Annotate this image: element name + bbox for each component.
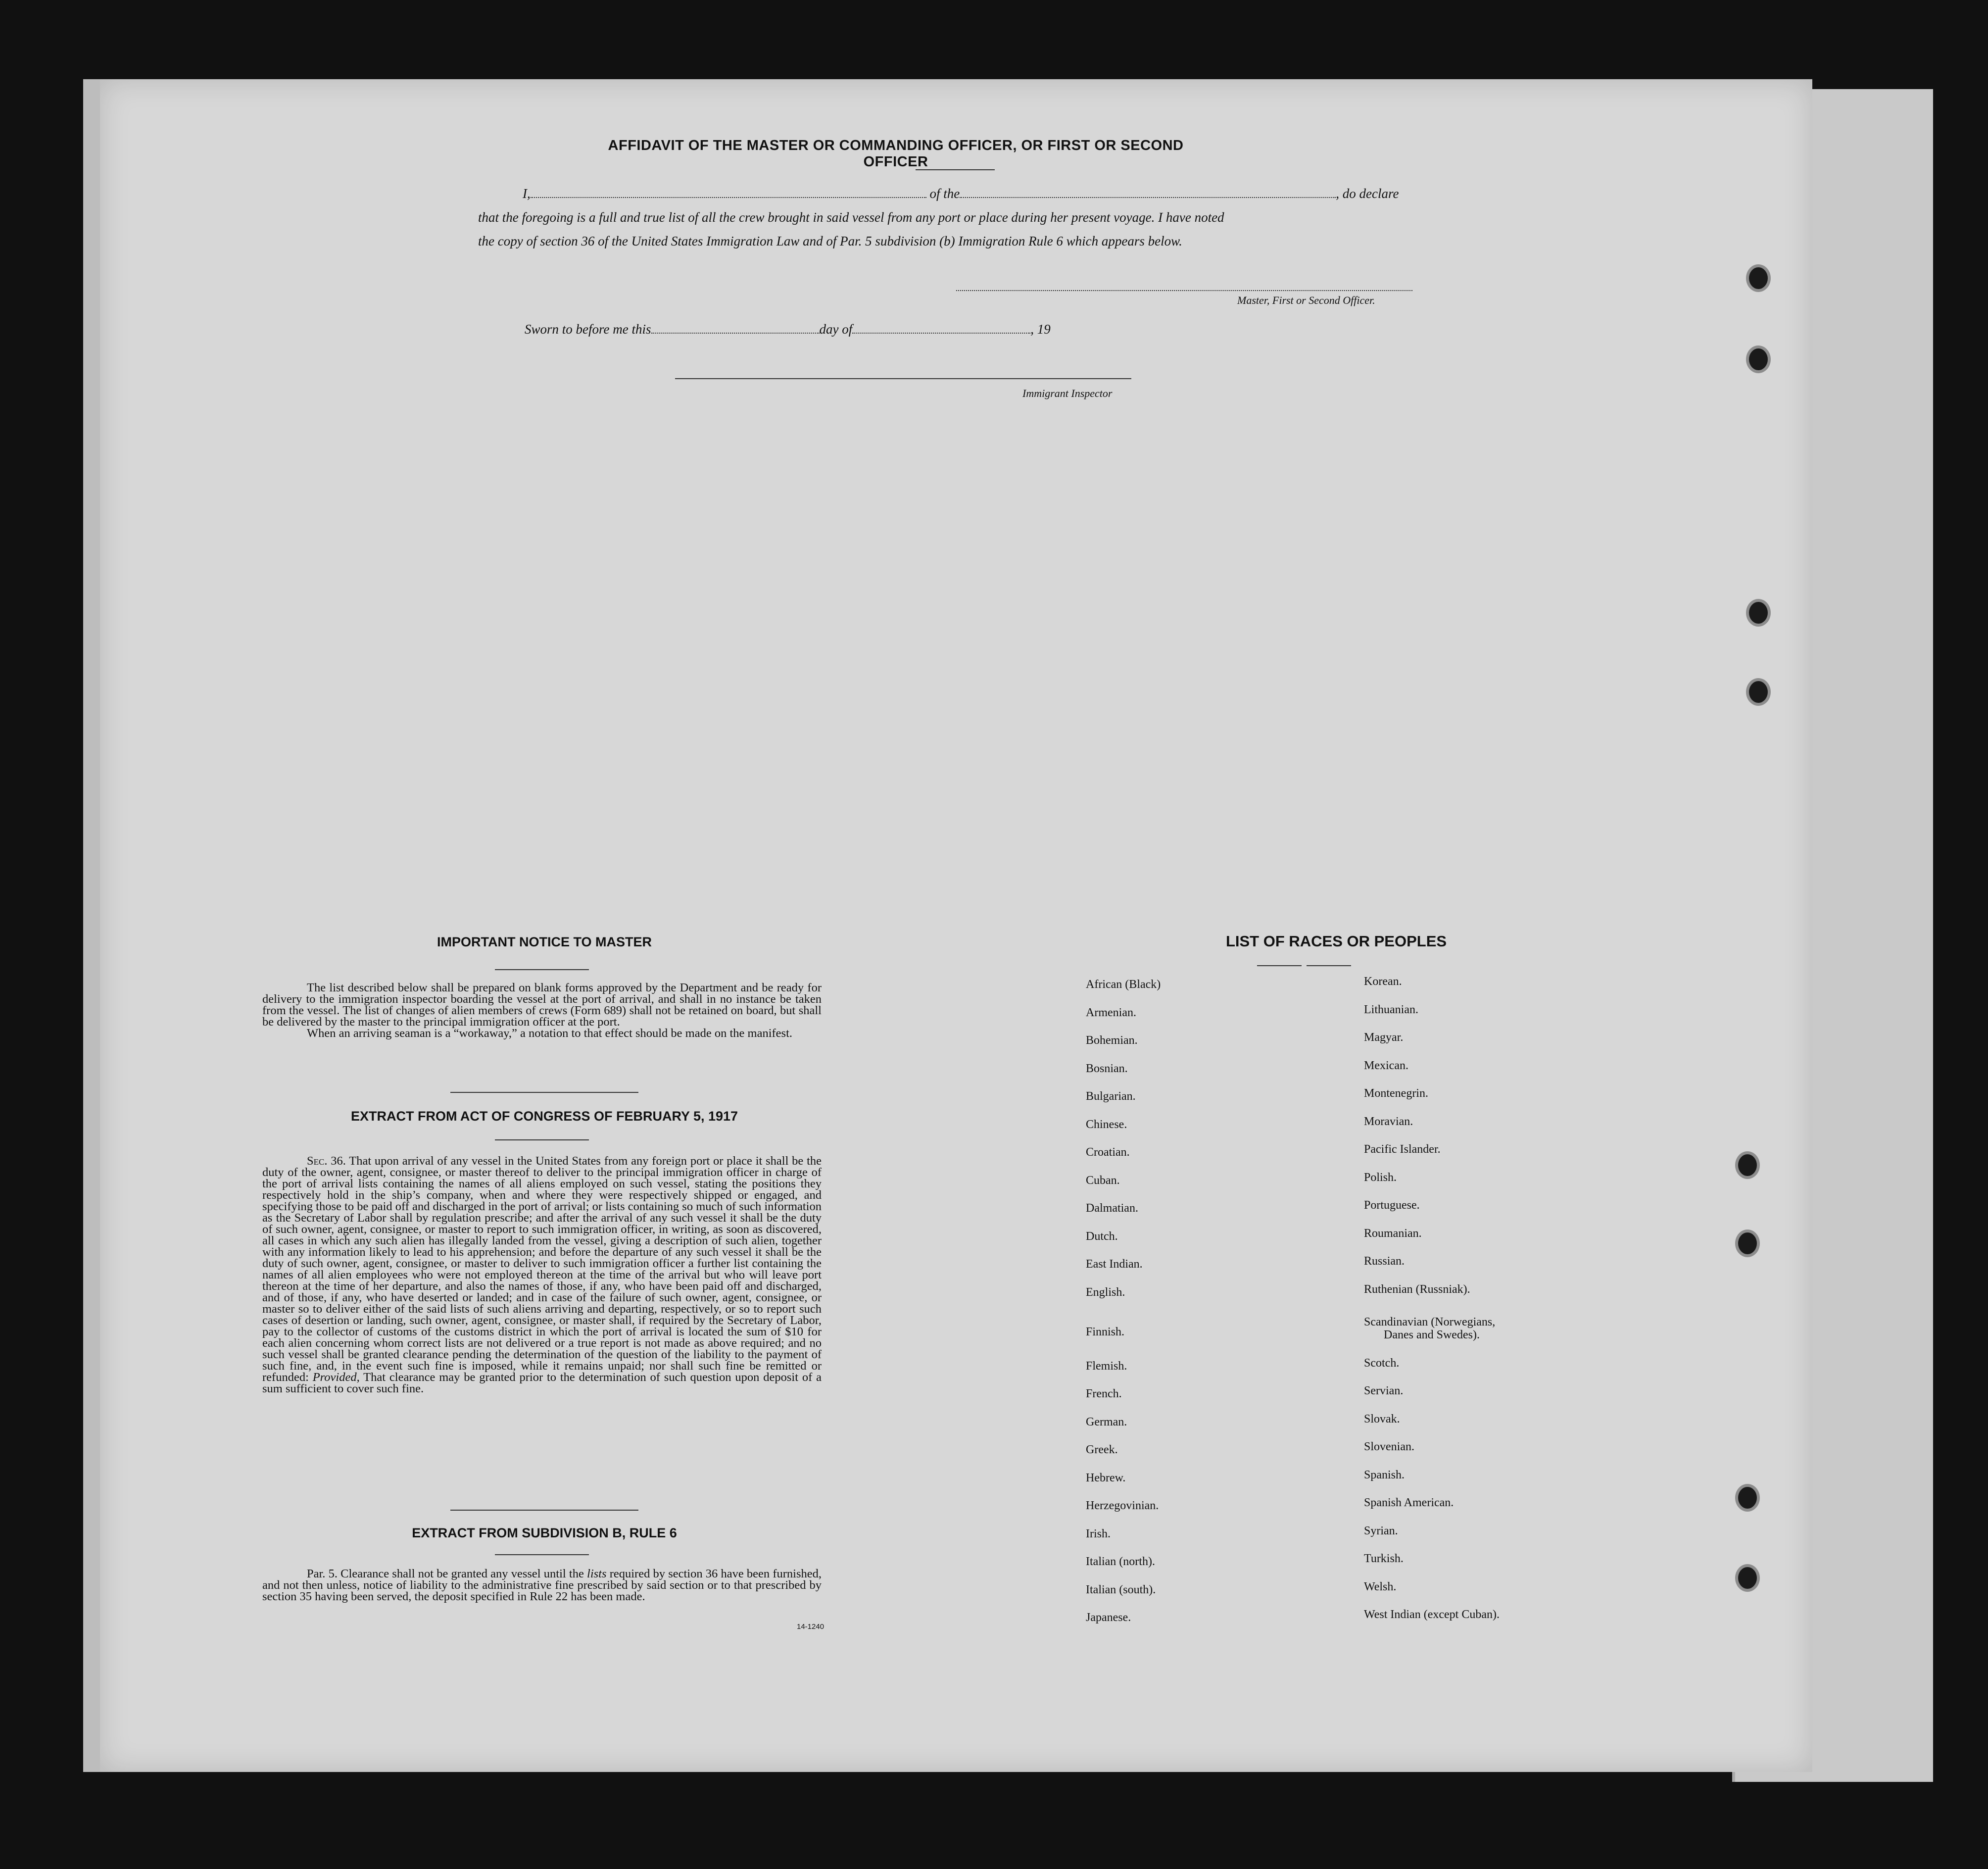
declare-text: , do declare xyxy=(1336,186,1399,201)
act-extract-text xyxy=(262,1155,822,1394)
race-item-continuation: Danes and Swedes). xyxy=(1384,1328,1480,1341)
race-item: Portuguese. xyxy=(1364,1199,1420,1212)
race-item: Polish. xyxy=(1364,1171,1397,1184)
section-label: Sec. 36. xyxy=(307,1154,346,1168)
master-signature-label: Master, First or Second Officer. xyxy=(1237,294,1375,306)
divider xyxy=(495,1554,589,1555)
divider xyxy=(495,969,589,970)
races-title: LIST OF RACES OR PEOPLES xyxy=(1225,933,1447,950)
inspector-signature-label: Immigrant Inspector xyxy=(1022,387,1113,399)
race-item: Greek. xyxy=(1086,1443,1118,1456)
race-item: Bulgarian. xyxy=(1086,1090,1136,1103)
vessel-field[interactable] xyxy=(960,187,1336,198)
divider xyxy=(450,1092,638,1093)
name-field[interactable] xyxy=(531,187,926,198)
race-item: Bosnian. xyxy=(1086,1062,1128,1075)
race-item: Slovenian. xyxy=(1364,1440,1414,1453)
rule-extract-text xyxy=(262,1568,822,1602)
divider xyxy=(1257,965,1302,966)
race-item: Finnish. xyxy=(1086,1326,1125,1338)
lists-word: lists xyxy=(587,1567,607,1580)
punch-hole xyxy=(1746,599,1771,627)
sworn-prefix: Sworn to before me this xyxy=(525,322,651,337)
par-5-text-a: Par. 5. Clearance shall not be granted any vessel until the xyxy=(307,1567,584,1580)
race-item: Welsh. xyxy=(1364,1580,1397,1593)
race-item: English. xyxy=(1086,1285,1125,1299)
race-item: Italian (north). xyxy=(1086,1555,1155,1568)
sworn-month-field[interactable] xyxy=(852,323,1030,334)
divider xyxy=(916,169,995,170)
divider xyxy=(450,1510,638,1511)
sworn-year-prefix: , 19 xyxy=(1030,322,1051,337)
race-item: Pacific Islander. xyxy=(1364,1143,1441,1156)
section-36-text-end: That clearance may be granted prior to the determination of such question upon deposit of a sum sufficient to cover such fine. xyxy=(262,1371,822,1395)
divider xyxy=(495,1139,589,1140)
race-item: Italian (south). xyxy=(1086,1583,1156,1596)
punch-hole xyxy=(1735,1230,1760,1257)
notice-title: IMPORTANT NOTICE TO MASTER xyxy=(437,934,652,949)
punch-hole xyxy=(1735,1484,1760,1512)
rule-extract-title: EXTRACT FROM SUBDIVISION B, RULE 6 xyxy=(412,1525,677,1540)
race-item: West Indian (except Cuban). xyxy=(1364,1608,1500,1621)
race-item: Ruthenian (Russniak). xyxy=(1364,1282,1470,1296)
race-item: Mexican. xyxy=(1364,1059,1408,1072)
master-signature-line[interactable] xyxy=(956,290,1412,291)
race-item: Turkish. xyxy=(1364,1552,1404,1565)
race-item: Montenegrin. xyxy=(1364,1087,1428,1100)
race-item: Syrian. xyxy=(1364,1524,1398,1537)
race-item: Herzegovinian. xyxy=(1086,1499,1159,1512)
race-item: French. xyxy=(1086,1387,1122,1400)
act-extract-title: EXTRACT FROM ACT OF CONGRESS OF FEBRUARY 5, 1917 xyxy=(350,1109,738,1124)
notice-text xyxy=(262,982,822,1039)
race-item: Armenian. xyxy=(1086,1006,1136,1019)
affidavit-title: AFFIDAVIT OF THE MASTER OR COMMANDING OFFICER, OR FIRST OR SECOND OFFICER xyxy=(608,138,1184,170)
race-item: Moravian. xyxy=(1364,1115,1413,1128)
race-item: Hebrew. xyxy=(1086,1471,1126,1484)
race-item: African (Black) xyxy=(1086,978,1161,991)
punch-hole xyxy=(1746,264,1771,292)
divider xyxy=(1307,965,1351,966)
affidavit-line-1 xyxy=(523,186,1399,201)
form-number: 14-1240 xyxy=(797,1623,824,1631)
par-5-text-b: required by section 36 have been furnished, and not then unless, notice of liability to the administrative fine prescribed by said section or to that prescribed by section 35 having been served, the deposit specified in Rule 22 has been made. xyxy=(262,1567,822,1603)
race-item: Russian. xyxy=(1364,1255,1405,1268)
race-item: East Indian. xyxy=(1086,1258,1143,1271)
race-item: Scandinavian (Norwegians, xyxy=(1364,1316,1496,1328)
punch-hole xyxy=(1735,1151,1760,1179)
race-item: Spanish American. xyxy=(1364,1496,1454,1509)
race-item: Slovak. xyxy=(1364,1412,1400,1426)
provided-label: Provided, xyxy=(312,1371,360,1384)
notice-paragraph-2: When an arriving seaman is a “workaway,” a notation to that effect should be made on the manifest. xyxy=(307,1027,793,1040)
race-item: German. xyxy=(1086,1415,1127,1428)
punch-hole xyxy=(1746,678,1771,706)
affidavit-line-2: that the foregoing is a full and true list of all the crew brought in said vessel from any port or place during her present voyage. I have noted xyxy=(478,210,1224,225)
race-item: Irish. xyxy=(1086,1527,1111,1540)
sworn-line xyxy=(525,322,1051,337)
race-item: Chinese. xyxy=(1086,1118,1127,1131)
race-item: Lithuanian. xyxy=(1364,1003,1418,1016)
punch-hole xyxy=(1735,1564,1760,1592)
sworn-day-of: day of xyxy=(819,322,853,337)
race-item: Croatian. xyxy=(1086,1146,1130,1159)
sworn-day-field[interactable] xyxy=(651,323,820,334)
declarant-prefix: I, xyxy=(523,186,531,201)
vessel-prefix: of the xyxy=(929,186,960,201)
race-item: Dalmatian. xyxy=(1086,1202,1138,1215)
race-item: Magyar. xyxy=(1364,1031,1404,1044)
race-item: Roumanian. xyxy=(1364,1227,1422,1240)
section-36-text: That upon arrival of any vessel in the United States from any foreign port or place it shall be the duty of the owner, agent, consignee, or master thereof to deliver to the principal immigration officer in charge of the port of arrival lists containing the names of all aliens employed on such vessel, stating the positions they respectively hold in the ship’s company, when and where they were respectively shipped or engaged, and specifying those to be paid off and discharged in the port of arrival; or lists containing so much of such information as the Secretary of Labor shall by regulation prescribe; and after the arrival of any such vessel it shall be the duty of such owner, agent, consignee, or master to report to such immigration officer, in writing, as soon as discovered, all cases in which any such alien has illegally landed from the vessel, giving a description of such alien, together with any information likely to lead to his apprehension; and before the departure of any such vessel it shall be the duty of such owner, agent, consignee, or master to deliver to such immigration officer a further list containing the names of all alien employees who were not employed thereon at the time of the arrival but who will leave port thereon at the time of her departure, and also the names of those, if any, who have been paid off and discharged, and of those, if any, who have deserted or landed; and in case of the failure of such owner, agent, consignee, or master so to deliver either of the said lists of such aliens arriving and departing, respectively, or so to report such cases of desertion or landing, such owner, agent, consignee, or master shall, if required by the Secretary of Labor, pay to the collector of customs of the customs district in which the port of arrival is located the sum of $10 for each alien concerning whom correct lists are not delivered or a true report is not made as above required; and no such vessel shall be granted clearance pending the determination of the question of the liability to the payment of such fine, and, in the event such fine is imposed, while it remains unpaid; nor shall such fine be remitted or refunded: xyxy=(262,1154,822,1384)
race-item: Spanish. xyxy=(1364,1468,1405,1481)
race-item: Scotch. xyxy=(1364,1356,1400,1370)
punch-hole xyxy=(1746,345,1771,373)
race-item: Korean. xyxy=(1364,975,1402,988)
affidavit-line-3: the copy of section 36 of the United States Immigration Law and of Par. 5 subdivision (b) Immigration Rule 6 which appears below. xyxy=(478,234,1182,248)
race-item: Servian. xyxy=(1364,1384,1404,1397)
inspector-signature-line[interactable] xyxy=(675,378,1131,379)
race-item: Dutch. xyxy=(1086,1230,1118,1243)
notice-paragraph-1: The list described below shall be prepared on blank forms approved by the Department and be ready for delivery to the immigration inspector boarding the vessel at the port of arrival, and shall in no instance be taken from the vessel. The list of changes of alien members of crews (Form 689) shall not be retained on board, but shall be delivered by the master to the principal immigration officer at the port. xyxy=(262,981,822,1029)
race-item: Cuban. xyxy=(1086,1174,1120,1187)
race-item: Bohemian. xyxy=(1086,1034,1138,1047)
race-item: Flemish. xyxy=(1086,1359,1127,1373)
race-item: Japanese. xyxy=(1086,1611,1131,1624)
